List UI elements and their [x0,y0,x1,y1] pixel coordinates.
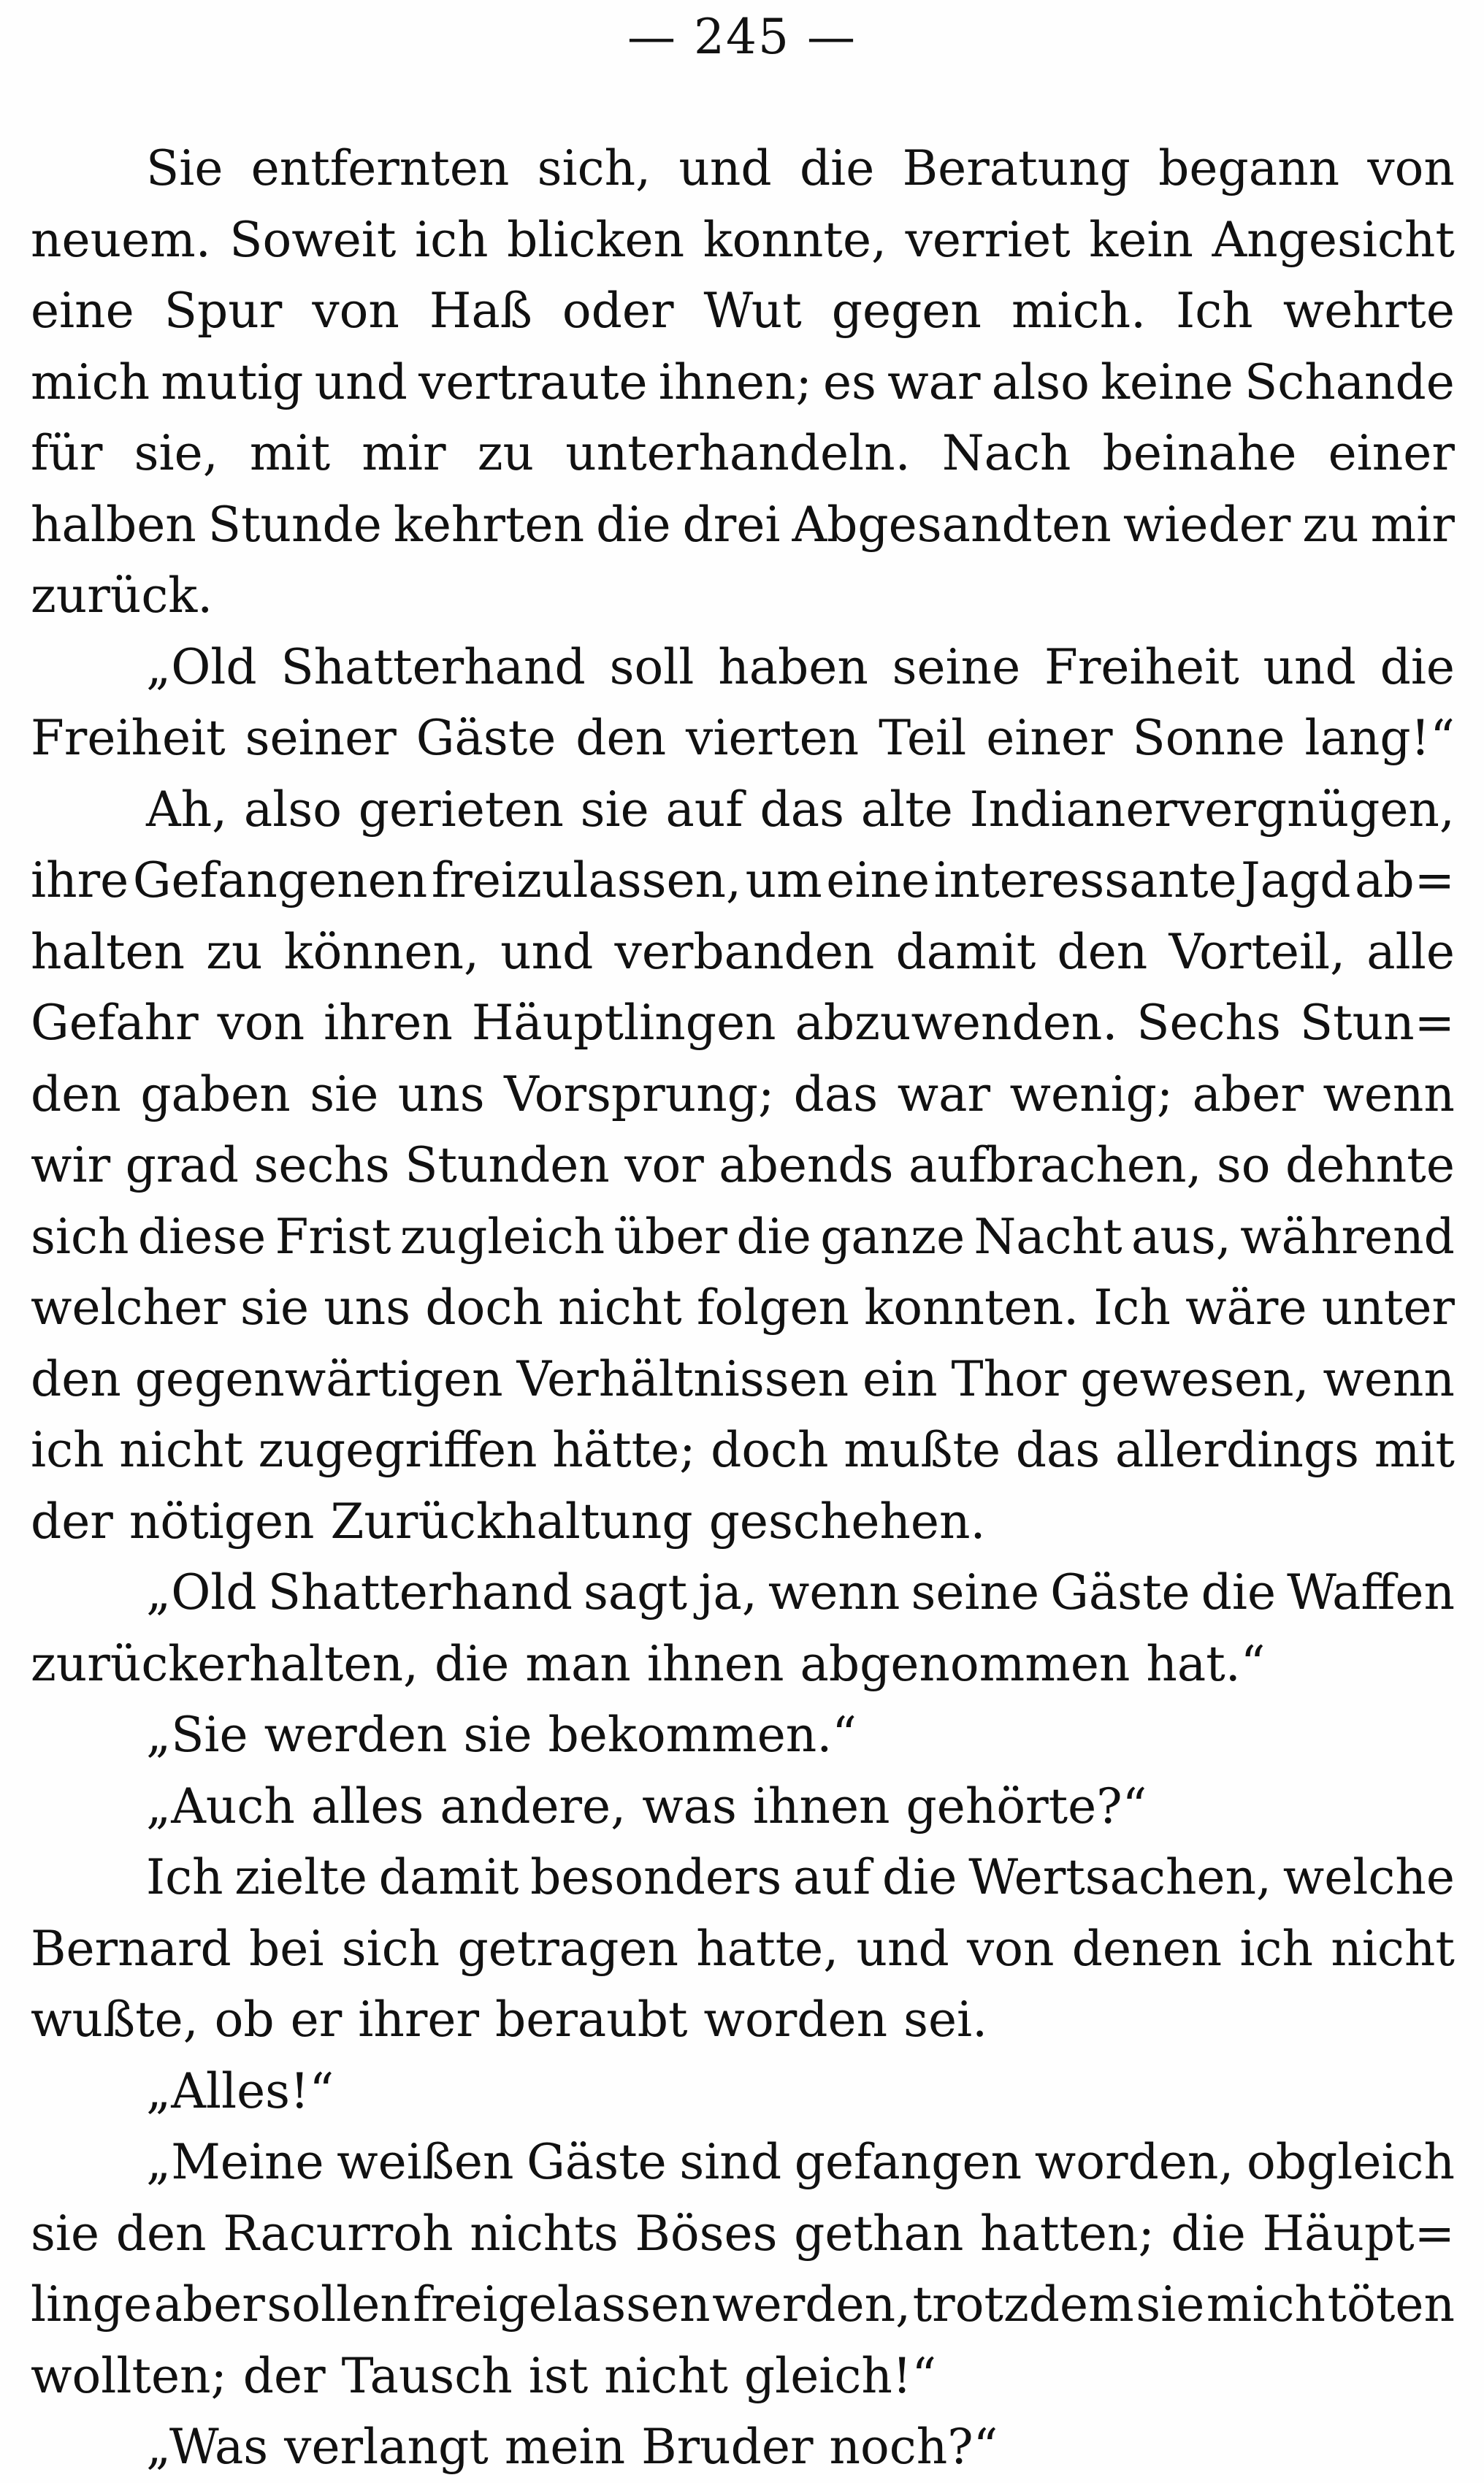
word: ja, [698,1564,757,1621]
word: mich [1206,2276,1326,2333]
text-line [31,845,1455,917]
word: für [31,425,103,481]
word: auf [793,1849,871,1905]
word: eine [31,283,134,339]
word: sich [31,1208,129,1265]
word: und [500,923,594,980]
word: sie, [134,425,218,481]
text-line [31,1842,1455,1913]
word: Ah, [146,781,228,838]
text-line [31,2341,1455,2412]
word: wollten; [31,2347,227,2404]
word: töten [1327,2276,1455,2333]
word: zurück. [31,567,213,624]
word: mutig [161,353,304,410]
word: damit [378,1849,519,1905]
word: gaben [140,1065,291,1122]
word: ich [31,1422,104,1478]
word: Häupt= [1262,2205,1455,2262]
word: eine [826,852,930,908]
word: Freiheit [1044,638,1239,695]
word: zurückerhalten, [31,1635,418,1692]
word: ab= [1355,852,1455,908]
word: Abgesandten [792,496,1112,553]
text-line [31,987,1455,1059]
text-line [31,1629,1455,1700]
word: „Was [146,2419,269,2475]
word: seiner [245,710,397,766]
word: „Auch [146,1778,295,1834]
word: ich [1239,1920,1314,1977]
word: diese [137,1208,267,1265]
word: welche [1282,1849,1455,1905]
word: von [967,1920,1055,1977]
word: Soweit [229,211,397,268]
word: Freiheit [31,710,226,766]
word: neuem. [31,211,211,268]
word: kehrten [393,496,585,553]
word: nichts [470,2205,619,2262]
word: die [1171,2205,1246,2262]
word: Stunden [405,1137,610,1193]
word: gefangen [794,2134,1022,2190]
word: mir [362,425,446,481]
word: Tausch [341,2347,513,2404]
word: war [897,1065,991,1122]
word: zu [1302,496,1359,553]
word: sich [341,1920,440,1977]
word: wir [31,1137,111,1193]
word: noch?“ [829,2419,998,2475]
word: hatten; [980,2205,1155,2262]
word: halben [31,496,196,553]
word: konnten. [864,1279,1079,1336]
text-line [31,1913,1455,1985]
word: werden, [712,2276,911,2333]
word: aber [153,2276,265,2333]
word: also [991,353,1090,410]
word: denen [1071,1920,1223,1977]
text-line [31,418,1455,489]
word: einer [986,710,1113,766]
text-line [31,1130,1455,1201]
word: so [1216,1137,1271,1193]
word: Verhältnissen [516,1350,849,1407]
word: ihren [324,995,453,1051]
word: ich [414,211,489,268]
word: Haß [429,283,532,339]
word: welcher [31,1279,226,1336]
word: die [799,140,875,196]
word: es [822,353,876,410]
word: ihnen [646,1635,784,1692]
word: hätte; [552,1422,696,1478]
page-number: — 245 — [627,9,857,65]
word: „Old [146,638,257,695]
word: interessante [933,852,1237,908]
word: der [242,2347,326,2404]
word: ein [863,1350,938,1407]
word: wußte, [31,1992,199,2048]
word: sechs [253,1137,390,1193]
word: Waffen [1287,1564,1455,1621]
word: wenn [768,1564,900,1621]
word: alles [310,1778,424,1834]
word: mußte [844,1422,1001,1478]
text-line [31,774,1455,846]
word: weißen [337,2134,514,2190]
word: verlangt [284,2419,489,2475]
word: andere, [440,1778,627,1834]
word: Vorteil, [1169,923,1346,980]
text-line [31,347,1455,418]
word: Ich [146,1849,223,1905]
word: Jagd [1241,852,1351,908]
word: uns [397,1065,485,1122]
word: Indianervergnügen, [969,781,1455,838]
word: „Alles!“ [146,2062,334,2119]
word: getragen [457,1920,678,1977]
word: Gefangenen [132,852,428,908]
word: ihnen [752,1778,890,1834]
word: das [1015,1422,1101,1478]
word: von [1367,140,1455,196]
text-line [31,2198,1455,2270]
word: geschehen. [708,1493,986,1550]
word: seine [911,1564,1040,1621]
word: während [1240,1208,1455,1265]
word: man [525,1635,631,1692]
word: freigelassen [413,2276,711,2333]
word: und [856,1920,949,1977]
word: drei [682,496,781,553]
word: Stun= [1299,995,1455,1051]
word: das [760,781,844,838]
word: sie [310,1065,379,1122]
word: aufbrachen, [909,1137,1202,1193]
text-line [31,489,1455,561]
word: nicht [558,1279,682,1336]
word: zu [206,923,263,980]
word: zugegriffen [258,1422,538,1478]
text-line [31,204,1455,276]
word: sie [463,1707,532,1763]
word: die [1380,638,1455,695]
word: sollen [267,2276,411,2333]
text-line [31,2127,1455,2198]
text-line [31,1059,1455,1130]
word: keine [1101,353,1234,410]
word: wenn [1323,1065,1455,1122]
word: und [678,140,772,196]
word: den [1057,923,1148,980]
body-text [31,133,1455,2483]
word: linge [31,2276,153,2333]
word: gerieten [358,781,564,838]
word: Bruder [641,2419,814,2475]
word: über [613,1208,727,1265]
word: wieder [1122,496,1291,553]
word: begann [1158,140,1340,196]
word: „Sie [146,1707,248,1763]
word: ihnen; [658,353,812,410]
word: beraubt [495,1992,688,2048]
word: sie [580,781,649,838]
word: wäre [1185,1279,1307,1336]
word: vor [624,1137,704,1193]
word: vierten [686,710,860,766]
word: zielte [234,1849,367,1905]
word: werden [264,1707,448,1763]
text-line [31,1415,1455,1486]
word: Shatterhand [267,1564,573,1621]
word: Sonne [1132,710,1285,766]
word: war [887,353,981,410]
word: verbanden [614,923,875,980]
word: den [31,1350,121,1407]
word: sie [240,1279,310,1336]
word: Stunde [207,496,382,553]
word: oder [562,283,674,339]
text-line [31,2056,1455,2127]
word: den [31,1065,121,1122]
word: zugleich [399,1208,605,1265]
word: Gäste [1050,1564,1190,1621]
word: bei [249,1920,324,1977]
word: Häuptlingen [471,995,776,1051]
word: die [736,1208,811,1265]
word: aus, [1131,1208,1231,1265]
word: gethan [794,2205,964,2262]
word: soll [609,638,695,695]
word: Sie [146,140,223,196]
word: aber [1192,1065,1304,1122]
word: sagt [584,1564,688,1621]
word: Spur [164,283,283,339]
word: Racurroh [223,2205,454,2262]
text-line [31,1557,1455,1629]
word: Sechs [1136,995,1281,1051]
word: kein [1089,211,1193,268]
word: Angesicht [1212,211,1455,268]
word: Gäste [416,710,556,766]
word: „Meine [146,2134,324,2190]
word: nicht [119,1422,243,1478]
word: zu [477,425,535,481]
word: und [314,353,408,410]
word: Shatterhand [280,638,586,695]
word: mein [504,2419,626,2475]
word: auf [665,781,743,838]
word: doch [711,1422,829,1478]
word: die [882,1849,957,1905]
word: besonders [530,1849,782,1905]
word: vertraute [418,353,648,410]
word: gleich!“ [743,2347,937,2404]
word: um [745,852,822,908]
word: Beratung [902,140,1131,196]
word: der [31,1493,113,1550]
word: sich, [537,140,651,196]
word: sie [1136,2276,1205,2333]
text-line [31,1984,1455,2056]
word: bekommen.“ [548,1707,857,1763]
word: nötigen [129,1493,315,1550]
word: wenn [1323,1350,1455,1407]
word: abends [719,1137,894,1193]
word: wenig; [1009,1065,1174,1122]
word: was [642,1778,737,1834]
text-line [31,1771,1455,1843]
word: also [243,781,342,838]
word: alle [1366,923,1455,980]
word: hatte, [696,1920,839,1977]
word: den [575,710,667,766]
word: mit [249,425,331,481]
word: Frist [275,1208,391,1265]
text-line [31,1699,1455,1771]
word: unterhandeln. [565,425,911,481]
word: die [434,1635,510,1692]
word: den [115,2205,207,2262]
word: blicken [507,211,685,268]
word: von [217,995,305,1051]
word: ist [528,2347,589,2404]
word: beinahe [1102,425,1297,481]
word: die [1201,1564,1277,1621]
word: und [1263,638,1356,695]
word: seine [892,638,1021,695]
word: konnte, [703,211,887,268]
word: trotzdem [912,2276,1134,2333]
word: einer [1328,425,1455,481]
word: verriet [905,211,1071,268]
word: mir [1370,496,1455,553]
word: obgleich [1247,2134,1455,2190]
word: ob [214,1992,275,2048]
word: mit [1374,1422,1455,1478]
text-line [31,1344,1455,1415]
word: nicht [1331,1920,1455,1977]
word: worden, [1034,2134,1234,2190]
word: damit [895,923,1036,980]
text-line [31,560,1455,632]
word: Zurückhaltung [330,1493,693,1550]
word: gegenwärtigen [134,1350,503,1407]
word: doch [425,1279,543,1336]
word: wehrte [1282,283,1455,339]
word: grad [125,1137,240,1193]
word: gewesen, [1080,1350,1309,1407]
text-line [31,275,1455,347]
word: allerdings [1114,1422,1360,1478]
word: mich. [1011,283,1147,339]
word: Teil [879,710,967,766]
word: gehörte?“ [906,1778,1147,1834]
text-line [31,2411,1455,2483]
word: lang!“ [1304,710,1455,766]
word: Nach [941,425,1071,481]
text-line [31,917,1455,988]
word: Schande [1244,353,1455,410]
word: freizulassen, [431,852,742,908]
word: alte [860,781,953,838]
word: dehnte [1285,1137,1455,1193]
word: das [793,1065,879,1122]
word: Ich [1176,283,1253,339]
word: haben [718,638,868,695]
word: folgen [696,1279,850,1336]
word: uns [324,1279,411,1336]
word: Wertsachen, [968,1849,1272,1905]
word: nicht [604,2347,728,2404]
word: worden [703,1992,888,2048]
word: sei. [903,1992,988,2048]
word: ganze [820,1208,965,1265]
word: entfernten [250,140,510,196]
word: Wut [703,283,802,339]
word: abgenommen [800,1635,1131,1692]
text-line [31,1486,1455,1558]
word: Gefahr [31,995,199,1051]
word: ihre [31,852,129,908]
word: Bernard [31,1920,232,1977]
word: abzuwenden. [795,995,1118,1051]
text-line [31,133,1455,204]
word: hat.“ [1146,1635,1266,1692]
text-line [31,703,1455,774]
text-line [31,632,1455,703]
word: unter [1321,1279,1455,1336]
word: Ich [1093,1279,1171,1336]
word: von [312,283,399,339]
word: gegen [831,283,982,339]
word: Gäste [527,2134,667,2190]
word: Nacht [974,1208,1122,1265]
word: halten [31,923,186,980]
word: die [596,496,671,553]
word: Böses [635,2205,778,2262]
text-line [31,1201,1455,1273]
text-line [31,1272,1455,1344]
word: sind [679,2134,782,2190]
word: er [290,1992,343,2048]
word: sie [31,2205,100,2262]
word: Thor [951,1350,1067,1407]
text-line [31,2269,1455,2341]
word: Vorsprung; [504,1065,775,1122]
word: können, [283,923,479,980]
word: „Old [146,1564,257,1621]
word: mich [31,353,150,410]
word: ihrer [358,1992,480,2048]
